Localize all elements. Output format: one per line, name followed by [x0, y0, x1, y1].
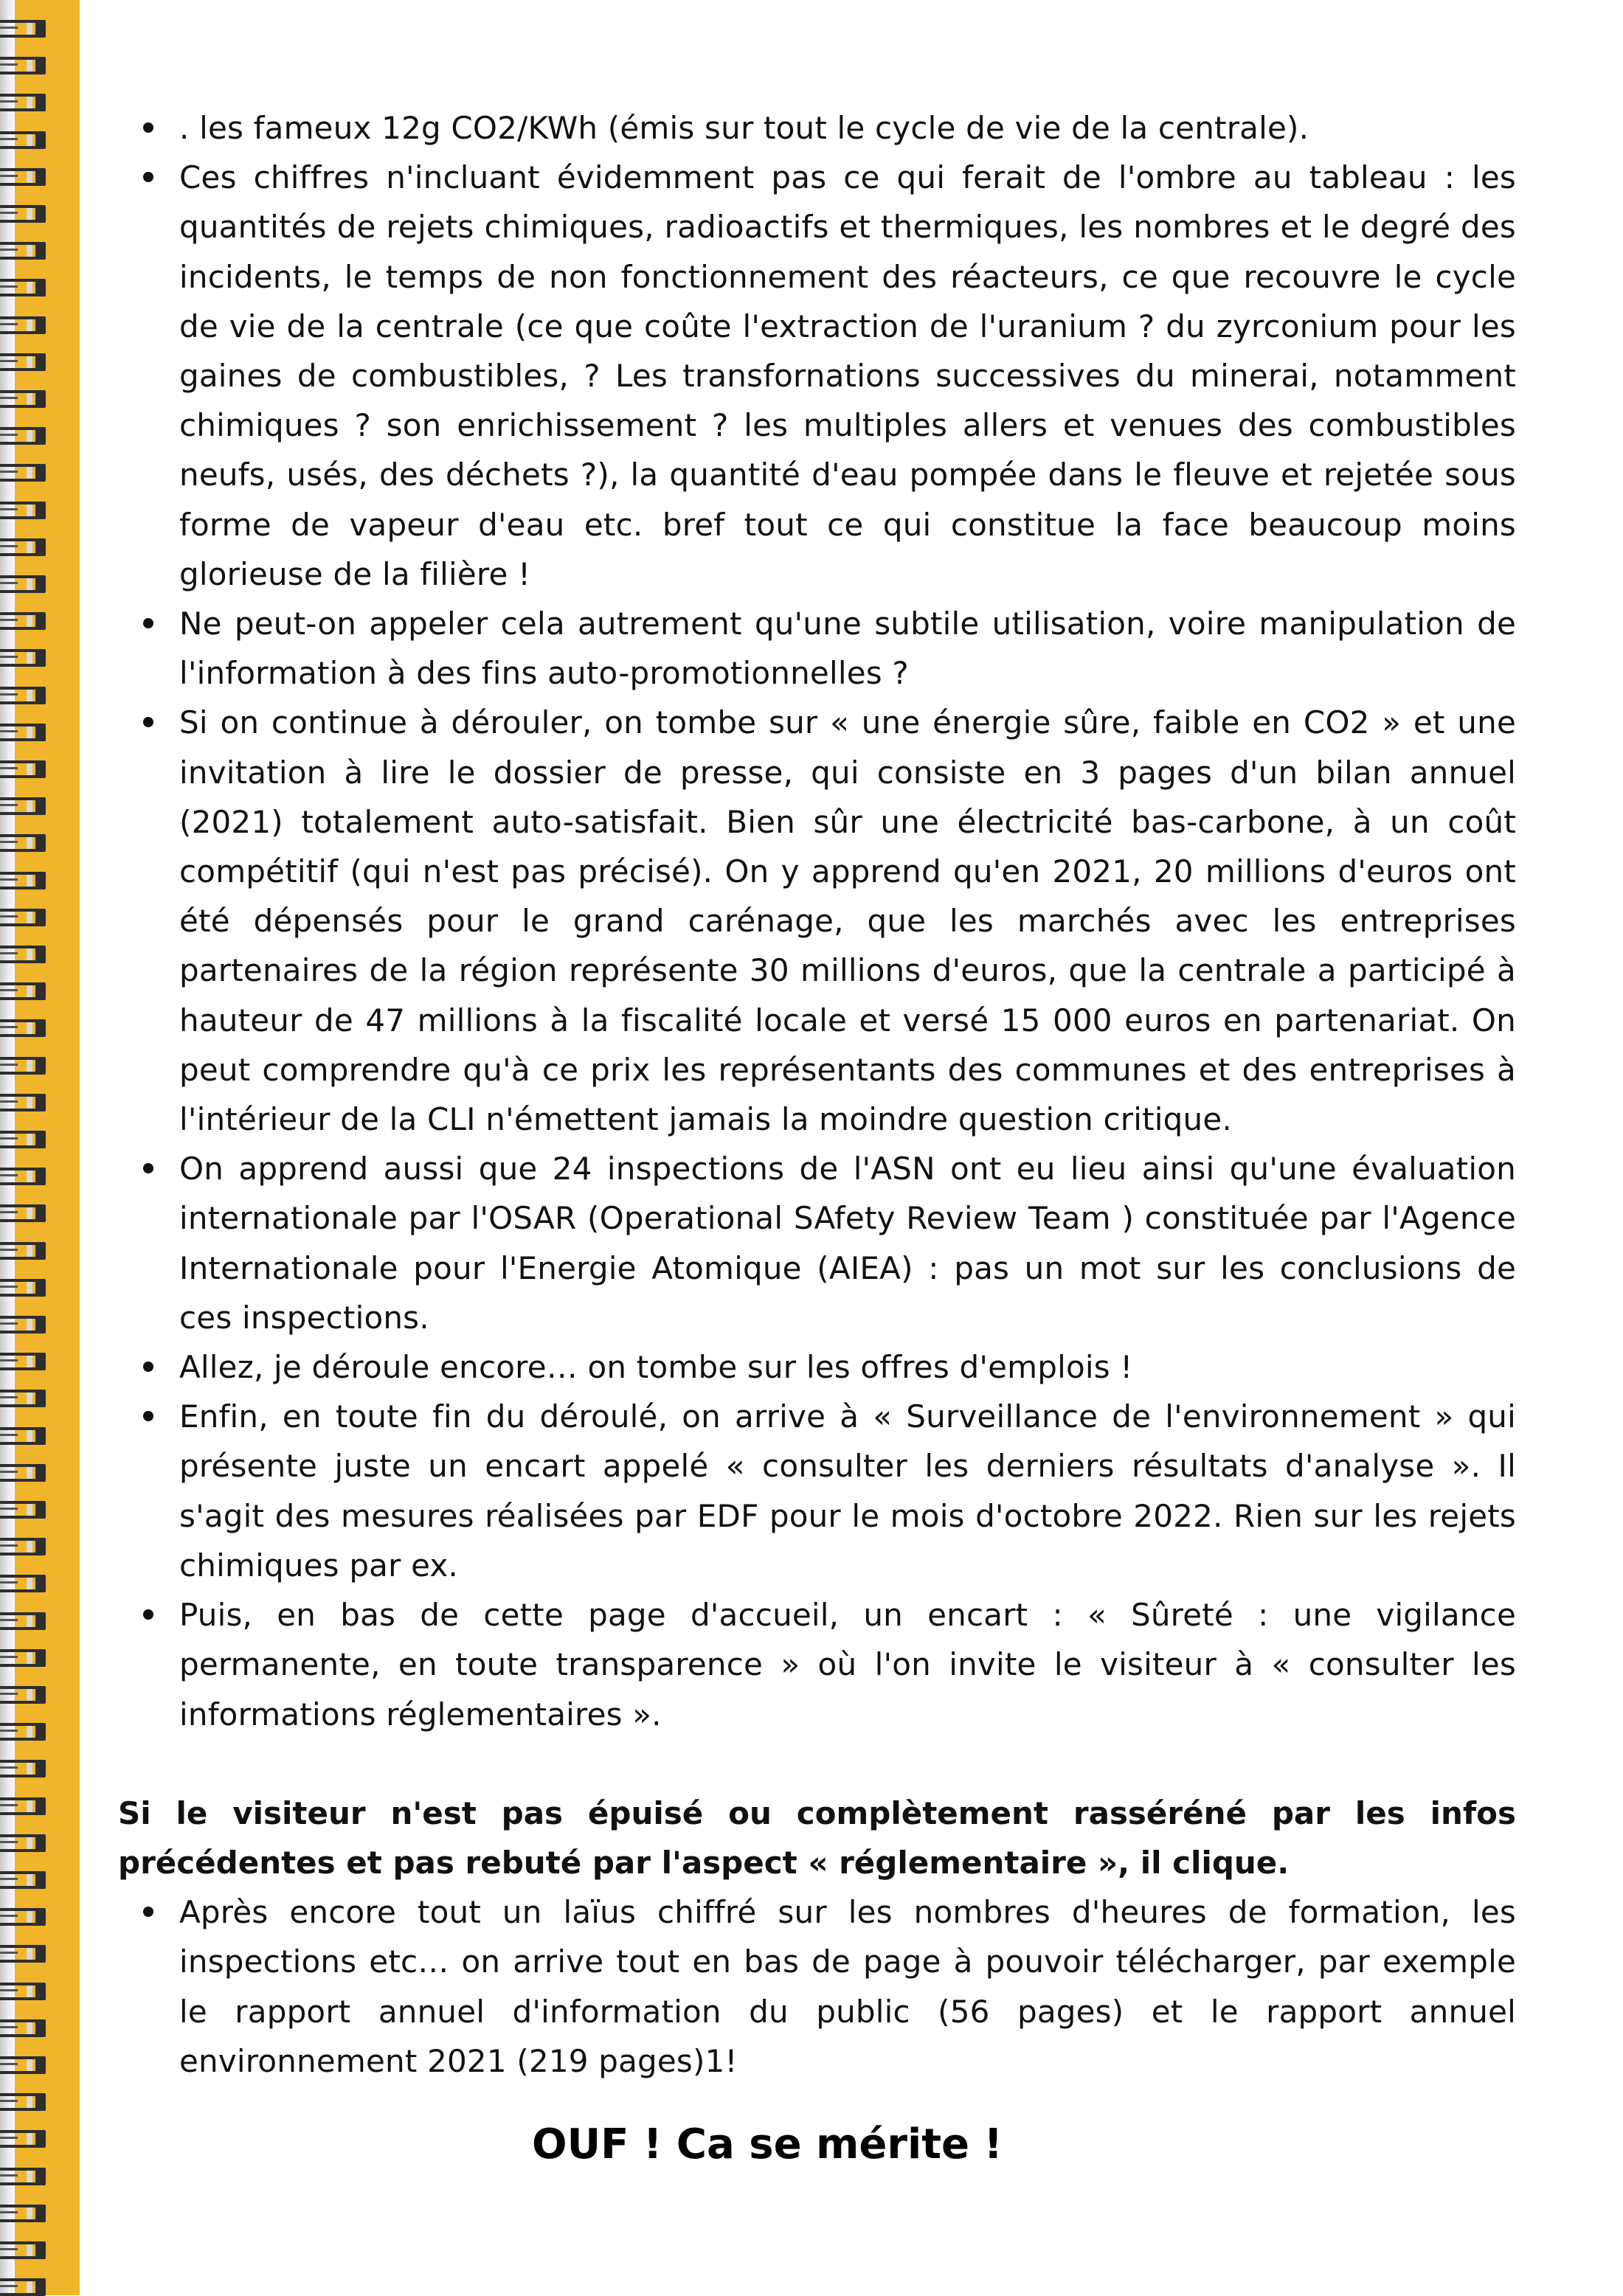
- binding-ring-icon: [0, 2168, 46, 2185]
- bullet-text: Ces chiffres n'incluant évidemment pas ce qui ferait de l'ombre au tableau : les quantités de rejets chimiques, radioactifs et thermiques, les nombres et le degré des incidents, le temps de non fonctionnement des réacteurs, ce que recouvre le cycle de vie de la centrale (ce que coûte l'extraction de l'uranium ? du zyrconium pour les gaines de combustibles, ? Les transfornations successives du minerai, notamment chimiques ? son enrichissement ? les multiples allers et venues des combustibles neufs, usés, des déchets ?), la quantité d'eau pompée dans le fleuve et rejetée sous forme de vapeur d'eau etc. bref tout ce qui constitue la face beaucoup moins glorieuse de la filière !: [179, 159, 1516, 592]
- binding-ring-icon: [0, 1501, 46, 1519]
- bullet-dot-icon: [143, 1609, 153, 1620]
- binding-ring-icon: [0, 1649, 46, 1667]
- binding-ring-icon: [0, 946, 46, 963]
- bullet-text: Ne peut-on appeler cela autrement qu'une subtile utilisation, voire manipulation de l'information à des fins auto-promotionnelles ?: [179, 606, 1516, 692]
- bullet-text: On apprend aussi que 24 inspections de l'ASN ont eu lieu ainsi qu'une évaluation internationale par l'OSAR (Operational SAfety Review Team ) constituée par l'Agence Internationale pour l'Energie Atomique (AIEA) : pas un mot sur les conclusions de ces inspections.: [179, 1151, 1516, 1336]
- bullet-text: . les fameux 12g CO2/KWh (émis sur tout le cycle de vie de la centrale).: [179, 110, 1309, 146]
- binding-ring-icon: [0, 1538, 46, 1555]
- bullet-text: Allez, je déroule encore… on tombe sur les offres d'emplois !: [179, 1349, 1133, 1386]
- binding-ring-icon: [0, 2093, 46, 2111]
- binding-ring-icon: [0, 1353, 46, 1370]
- binding-ring-icon: [0, 1908, 46, 1926]
- binding-ring-icon: [0, 1945, 46, 1963]
- binding-ring-icon: [0, 538, 46, 556]
- binding-ring-icon: [0, 2241, 46, 2259]
- bullet-item: [118, 153, 1516, 599]
- bullet-dot-icon: [143, 1411, 153, 1421]
- bullet-item: [118, 1590, 1516, 1739]
- binding-ring-icon: [0, 1057, 46, 1075]
- binding-ring-icon: [0, 464, 46, 482]
- binding-ring-icon: [0, 1242, 46, 1260]
- binding-ring-icon: [0, 909, 46, 926]
- document-body: [118, 103, 1516, 2086]
- binding-ring-icon: [0, 2278, 46, 2296]
- binding-ring-icon: [0, 1760, 46, 1778]
- bullet-text: Après encore tout un laïus chiffré sur les nombres d'heures de formation, les inspections etc… on arrive tout en bas de page à pouvoir télécharger, par exemple le rapport annuel d'information du public (56 pages) et le rapport annuel environnement 2021 (219 pages)1!: [179, 1894, 1516, 2079]
- binding-ring-icon: [0, 279, 46, 296]
- binding-ring-icon: [0, 1686, 46, 1704]
- binding-ring-icon: [0, 612, 46, 630]
- bullet-item: [118, 103, 1516, 153]
- binding-ring-icon: [0, 2205, 46, 2222]
- binding-ring-icon: [0, 390, 46, 408]
- binding-ring-icon: [0, 1834, 46, 1852]
- binding-ring-icon: [0, 797, 46, 815]
- binding-ring-icon: [0, 1204, 46, 1222]
- binding-ring-icon: [0, 872, 46, 889]
- bullet-item: [118, 1887, 1516, 2086]
- binding-ring-icon: [0, 168, 46, 186]
- bullet-item: [118, 599, 1516, 698]
- binding-ring-icon: [0, 1464, 46, 1482]
- bullet-text: Enfin, en toute fin du déroulé, on arrive à « Surveillance de l'environnement » qui présente juste un encart appelé « consulter les derniers résultats d'analyse ». Il s'agit des mesures réalisées par EDF pour le mois d'octobre 2022. Rien sur les rejets chimiques par ex.: [179, 1398, 1516, 1584]
- binding-ring-icon: [0, 57, 46, 74]
- binding-ring-icon: [0, 1131, 46, 1148]
- binding-ring-icon: [0, 1168, 46, 1185]
- bullet-item: [118, 1392, 1516, 1590]
- binding-ring-icon: [0, 20, 46, 38]
- bullet-dot-icon: [143, 618, 153, 628]
- binding-ring-icon: [0, 502, 46, 519]
- binding-ring-icon: [0, 649, 46, 667]
- binding-ring-icon: [0, 1797, 46, 1815]
- binding-ring-icon: [0, 1019, 46, 1037]
- binding-ring-icon: [0, 316, 46, 334]
- binding-ring-icon: [0, 1316, 46, 1333]
- spiral-binding: [0, 0, 80, 2295]
- binding-ring-icon: [0, 1612, 46, 1630]
- binding-ring-icon: [0, 834, 46, 852]
- binding-ring-icon: [0, 982, 46, 1000]
- binding-ring-icon: [0, 2130, 46, 2148]
- binding-ring-icon: [0, 1094, 46, 1111]
- bullet-item: [118, 1342, 1516, 1392]
- binding-ring-icon: [0, 242, 46, 260]
- bullet-dot-icon: [143, 122, 153, 133]
- binding-ring-icon: [0, 94, 46, 111]
- bullet-dot-icon: [143, 172, 153, 182]
- binding-ring-icon: [0, 2056, 46, 2074]
- binding-ring-icon: [0, 575, 46, 593]
- bullet-text: Si on continue à dérouler, on tombe sur « une énergie sûre, faible en CO2 » et une invitation à lire le dossier de presse, qui consiste en 3 pages d'un bilan annuel (2021) totalement auto-satisfait. Bien sûr une électricité bas-carbone, à un coût compétitif (qui n'est pas précisé). On y apprend qu'en 2021, 20 millions d'euros ont été dépensés pour le grand carénage, que les marchés avec les entreprises partenaires de la région représente 30 millions d'euros, que la centrale a participé à hauteur de 47 millions à la fiscalité locale et versé 15 000 euros en partenariat. On peut comprendre qu'à ce prix les représentants des communes et des entreprises à l'intérieur de la CLI n'émettent jamais la moindre question critique.: [179, 704, 1516, 1138]
- bullet-list-bottom: [118, 1887, 1516, 2086]
- binding-ring-icon: [0, 131, 46, 149]
- bullet-dot-icon: [143, 1163, 153, 1173]
- binding-ring-icon: [0, 687, 46, 704]
- binding-ring-icon: [0, 1723, 46, 1741]
- binding-ring-icon: [0, 427, 46, 445]
- bullet-list-top: [118, 103, 1516, 1739]
- bullet-text: Puis, en bas de cette page d'accueil, un encart : « Sûreté : une vigilance permanente, en toute transparence » où l'on invite le visiteur à « consulter les informations réglementaires ».: [179, 1597, 1516, 1733]
- binding-ring-icon: [0, 1390, 46, 1407]
- binding-ring-icon: [0, 1575, 46, 1592]
- bold-paragraph: Si le visiteur n'est pas épuisé ou complètement rasséréné par les infos précédentes et pas rebuté par l'aspect « réglementaire », il clique.: [118, 1794, 1516, 1881]
- binding-ring-icon: [0, 1427, 46, 1445]
- bullet-item: [118, 1144, 1516, 1342]
- binding-ring-icon: [0, 353, 46, 371]
- binding-ring-icon: [0, 2019, 46, 2037]
- binding-ring-icon: [0, 205, 46, 223]
- bullet-dot-icon: [143, 717, 153, 727]
- binding-ring-icon: [0, 760, 46, 778]
- binding-ring-icon: [0, 1983, 46, 2000]
- bullet-item: [118, 698, 1516, 1144]
- bullet-dot-icon: [143, 1362, 153, 1372]
- binding-ring-icon: [0, 1871, 46, 1889]
- binding-ring-icon: [0, 1279, 46, 1297]
- closing-title: OUF ! Ca se mérite !: [532, 2120, 1003, 2168]
- binding-ring-icon: [0, 724, 46, 741]
- bullet-dot-icon: [143, 1907, 153, 1917]
